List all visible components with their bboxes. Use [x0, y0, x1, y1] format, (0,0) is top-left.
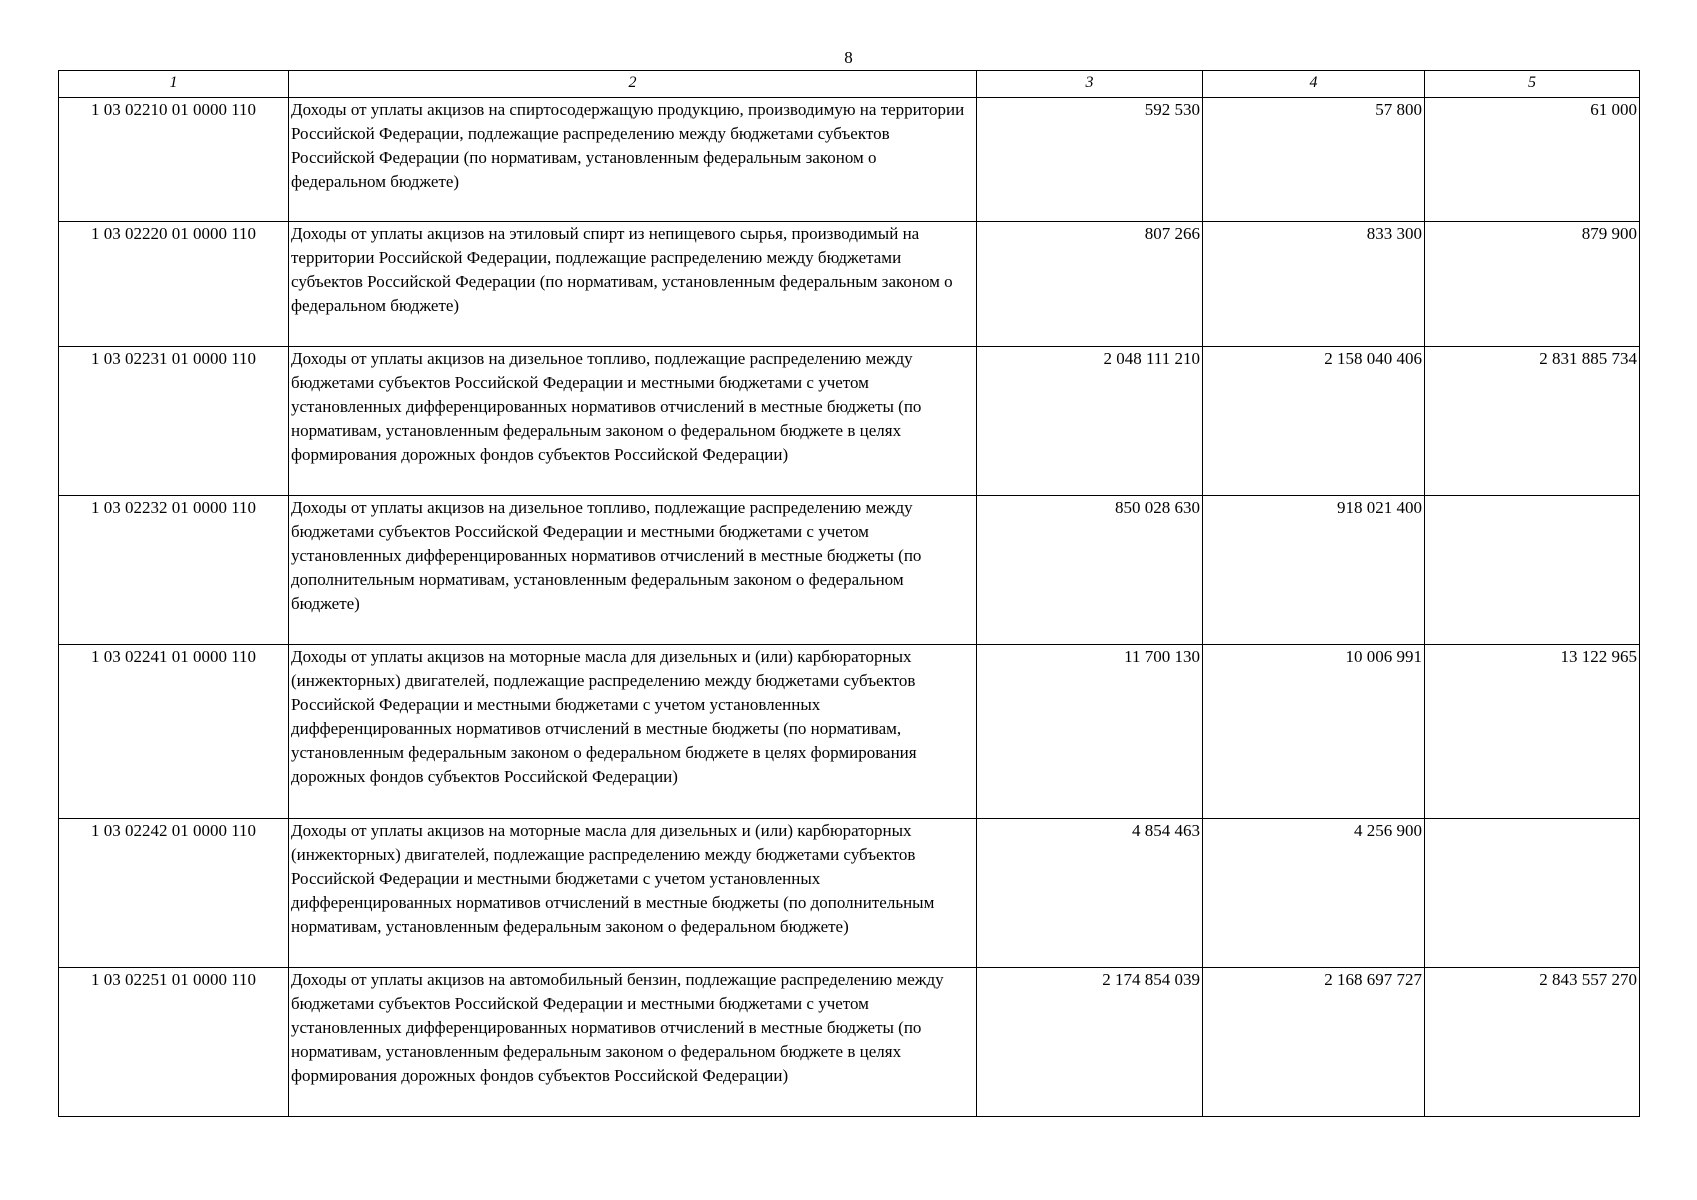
revenue-table	[58, 70, 1640, 1117]
row-value-col5	[1425, 496, 1640, 645]
table-row	[59, 819, 1640, 968]
row-code: 1 03 02220 01 0000 110	[59, 222, 289, 347]
row-value-col4: 4 256 900	[1203, 819, 1425, 968]
row-code: 1 03 02242 01 0000 110	[59, 819, 289, 968]
row-description: Доходы от уплаты акцизов на моторные масла для дизельных и (или) карбюраторных (инжекторных) двигателей, подлежащие распределению между бюджетами субъектов Российской Федерации и местными бюджетами с учетом установленных дифференцированных нормативов отчислений в местные бюджеты (по дополнительным нормативам, установленным федеральным законом о федеральном бюджете)	[289, 819, 977, 968]
row-value-col3: 592 530	[977, 98, 1203, 222]
table-row	[59, 222, 1640, 347]
header-row	[59, 71, 1640, 98]
row-value-col3: 2 048 111 210	[977, 347, 1203, 496]
table-row	[59, 645, 1640, 819]
row-description: Доходы от уплаты акцизов на моторные масла для дизельных и (или) карбюраторных (инжекторных) двигателей, подлежащие распределению между бюджетами субъектов Российской Федерации и местными бюджетами с учетом установленных дифференцированных нормативов отчислений в местные бюджеты (по нормативам, установленным федеральным законом о федеральном бюджете в целях формирования дорожных фондов субъектов Российской Федерации)	[289, 645, 977, 819]
row-value-col4: 2 168 697 727	[1203, 968, 1425, 1117]
row-description: Доходы от уплаты акцизов на дизельное топливо, подлежащие распределению между бюджетами субъектов Российской Федерации и местными бюджетами с учетом установленных дифференцированных нормативов отчислений в местные бюджеты (по дополнительным нормативам, установленным федеральным законом о федеральном бюджете)	[289, 496, 977, 645]
row-value-col4: 833 300	[1203, 222, 1425, 347]
row-value-col4: 2 158 040 406	[1203, 347, 1425, 496]
row-description: Доходы от уплаты акцизов на автомобильный бензин, подлежащие распределению между бюджетами субъектов Российской Федерации и местными бюджетами с учетом установленных дифференцированных нормативов отчислений в местные бюджеты (по нормативам, установленным федеральным законом о федеральном бюджете в целях формирования дорожных фондов субъектов Российской Федерации)	[289, 968, 977, 1117]
row-value-col3: 807 266	[977, 222, 1203, 347]
column-header-2: 2	[289, 71, 977, 98]
column-header-4: 4	[1203, 71, 1425, 98]
row-value-col4: 10 006 991	[1203, 645, 1425, 819]
row-value-col5: 13 122 965	[1425, 645, 1640, 819]
row-code: 1 03 02241 01 0000 110	[59, 645, 289, 819]
table-row	[59, 496, 1640, 645]
row-value-col3: 4 854 463	[977, 819, 1203, 968]
page-number: 8	[844, 48, 853, 67]
row-description: Доходы от уплаты акцизов на спиртосодержащую продукцию, производимую на территории Российской Федерации, подлежащие распределению между бюджетами субъектов Российской Федерации (по нормативам, установленным федеральным законом о федеральном бюджете)	[289, 98, 977, 222]
row-value-col3: 11 700 130	[977, 645, 1203, 819]
row-value-col5	[1425, 819, 1640, 968]
table-body	[59, 98, 1640, 1117]
row-code: 1 03 02210 01 0000 110	[59, 98, 289, 222]
row-value-col5: 879 900	[1425, 222, 1640, 347]
table-row	[59, 968, 1640, 1117]
row-code: 1 03 02231 01 0000 110	[59, 347, 289, 496]
row-value-col4: 918 021 400	[1203, 496, 1425, 645]
column-header-3: 3	[977, 71, 1203, 98]
row-value-col5: 2 831 885 734	[1425, 347, 1640, 496]
row-code: 1 03 02251 01 0000 110	[59, 968, 289, 1117]
table-row	[59, 347, 1640, 496]
table-header	[59, 71, 1640, 98]
row-value-col3: 2 174 854 039	[977, 968, 1203, 1117]
table-row	[59, 98, 1640, 222]
column-header-5: 5	[1425, 71, 1640, 98]
row-value-col4: 57 800	[1203, 98, 1425, 222]
row-description: Доходы от уплаты акцизов на дизельное топливо, подлежащие распределению между бюджетами субъектов Российской Федерации и местными бюджетами с учетом установленных дифференцированных нормативов отчислений в местные бюджеты (по нормативам, установленным федеральным законом о федеральном бюджете в целях формирования дорожных фондов субъектов Российской Федерации)	[289, 347, 977, 496]
column-header-1: 1	[59, 71, 289, 98]
row-value-col5: 61 000	[1425, 98, 1640, 222]
row-value-col3: 850 028 630	[977, 496, 1203, 645]
row-code: 1 03 02232 01 0000 110	[59, 496, 289, 645]
row-description: Доходы от уплаты акцизов на этиловый спирт из непищевого сырья, производимый на территории Российской Федерации, подлежащие распределению между бюджетами субъектов Российской Федерации (по нормативам, установленным федеральным законом о федеральном бюджете)	[289, 222, 977, 347]
row-value-col5: 2 843 557 270	[1425, 968, 1640, 1117]
